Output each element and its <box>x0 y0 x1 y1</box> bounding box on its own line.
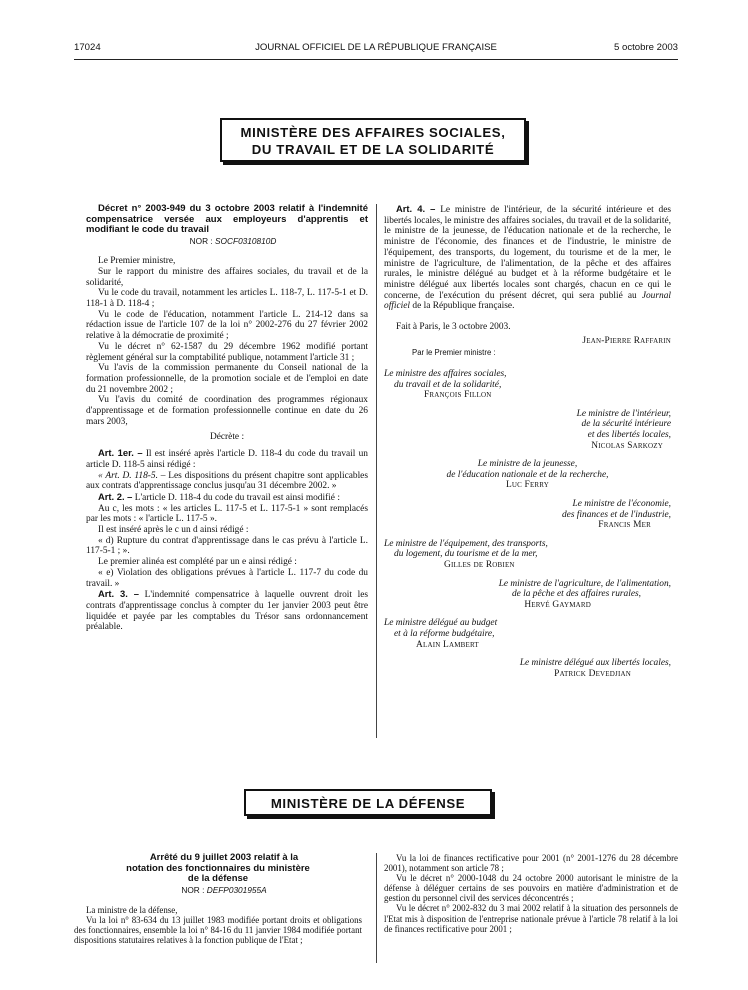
visa-paragraph: Vu le code de l'éducation, notamment l'article L. 214-12 dans sa rédaction issue de l'article 107 de la loi n° 2002-276 du 27 février 2002 relative à la démocratie de proximité ; <box>86 309 368 342</box>
signature-minister-line2: de la sécurité intérieure <box>581 419 671 430</box>
arrete-title: Arrêté du 9 juillet 2003 relatif à la notation des fonctionnaires du ministère de la défense <box>126 852 310 884</box>
visa-paragraph: Vu le décret n° 2002-832 du 3 mai 2002 relatif à la situation des personnels de l'Etat mis à disposition de l'entreprise nationale prévue à l'article 78 relatif à la loi de finances rectificative pour 2001 ; <box>384 903 678 934</box>
signature-minister-line2: du travail et de la solidarité, <box>394 379 502 390</box>
visa-paragraph: Vu le décret n° 62-1587 du 29 décembre 1962 modifié portant règlement général sur la comptabilité publique, notamment l'article 31 ; <box>86 341 368 363</box>
signature-block <box>384 499 671 531</box>
publication-date: 5 octobre 2003 <box>613 42 678 53</box>
article-2-paragraph: Au c, les mots : « les articles L. 117-5 et L. 117-5-1 » sont remplacés par les mots : « l'article L. 117-5 ». <box>86 503 368 525</box>
decree-decrete: Décrète : <box>209 432 245 443</box>
arrete-column-left <box>74 853 362 945</box>
article-4-text-a: Le ministre de l'intérieur, de la sécurité intérieure et des libertés locales, le ministre des affaires sociales, du travail et de la solidarité, le ministre de la jeunesse, de l'éducation nationale et de la recherche, le ministre de l'économie, des finances et de l'industrie, le ministre de l'équipement, des transports, du logement, du tourisme et de la mer, le ministre de l'agriculture, de l'alimentation, de la pêche et des affaires rurales, le ministre délégué au budget et à la réforme budgétaire et le ministre délégué aux libertés locales sont chargés, chacun en ce qui le concerne, de l'exécution du présent décret, qui sera publié au <box>384 205 672 301</box>
article-4-journal: Journal officiel <box>384 290 671 312</box>
nor-code: DEFP0301955A <box>206 884 267 895</box>
article-1 <box>86 448 368 470</box>
signature-block <box>384 539 671 571</box>
article-2-paragraph: « e) Violation des obligations prévues à l'article L. 117-7 du code du travail. » <box>86 567 368 589</box>
signature-minister-line2: de l'éducation nationale et de la recherche, <box>446 469 609 480</box>
decree-nor <box>86 236 368 247</box>
signature-minister: Le ministre de l'agriculture, de l'alimentation, <box>498 578 671 589</box>
signature-minister: Le ministre délégué au budget <box>384 618 498 629</box>
nor-code: SOCF0310810D <box>215 235 277 246</box>
article-4 <box>384 204 671 312</box>
signature-minister: Le ministre de l'intérieur, <box>576 408 671 419</box>
article-1-quote <box>86 471 368 492</box>
nor-label: NOR : <box>189 235 213 246</box>
visa-paragraph: Vu la loi de finances rectificative pour 2001 (n° 2001-1276 du 28 décembre 2001), notamment son article 78 ; <box>384 853 678 874</box>
column-divider <box>376 853 377 963</box>
decree-title: Décret n° 2003-949 du 3 octobre 2003 relatif à l'indemnité compensatrice versée aux employeurs d'apprentis et modifiant le code du travail <box>86 203 368 235</box>
decree-column-left <box>86 204 368 633</box>
page-number: 17024 <box>74 42 101 53</box>
signature-block <box>384 409 671 451</box>
signature-block <box>384 369 671 401</box>
signature-block <box>384 658 671 679</box>
signature-minister-line3: et des libertés locales, <box>587 430 671 440</box>
signature-minister-line2: de la pêche et des affaires rurales, <box>511 589 641 600</box>
signature-block <box>384 459 671 491</box>
article-3 <box>86 589 368 633</box>
ministry-heading-line2: DU TRAVAIL ET DE LA SOLIDARITÉ <box>251 142 495 157</box>
signature-name: Nicolas Sarkozy <box>591 440 663 451</box>
article-2-paragraph: Le premier alinéa est complété par un e ainsi rédigé : <box>98 557 297 568</box>
signature-minister-line2: et à la réforme budgétaire, <box>394 628 495 639</box>
pm-name: Jean-Pierre Raffarin <box>582 335 671 346</box>
signature-name: Francis Mer <box>598 520 651 531</box>
visa-paragraph: Vu l'avis de la commission permanente du Conseil national de la formation professionnelle, de la promotion sociale et de l'emploi en date du 21 novembre 2002 ; <box>86 363 368 395</box>
signature-minister: Le ministre de la jeunesse, <box>477 459 578 470</box>
signature-minister: Le ministre délégué aux libertés locales, <box>519 658 671 669</box>
decree-intro: Le Premier ministre, <box>98 256 176 267</box>
article-2 <box>86 492 368 504</box>
journal-title: JOURNAL OFFICIEL DE LA RÉPUBLIQUE FRANÇAISE <box>255 42 497 53</box>
signature-name: Hervé Gaymard <box>524 599 591 610</box>
article-4-label: Art. 4. – <box>396 203 436 214</box>
signature-minister: Le ministre de l'économie, <box>572 498 671 509</box>
article-3-label: Art. 3. – <box>98 588 139 600</box>
article-1-label: Art. 1er. – <box>98 447 143 459</box>
signature-minister-line2: des finances et de l'industrie, <box>561 509 671 520</box>
signature-minister: Le ministre des affaires sociales, <box>384 369 507 380</box>
ministry-heading-defense: MINISTÈRE DE LA DÉFENSE <box>244 789 492 816</box>
arrete-nor <box>74 885 362 895</box>
article-1-quote-text: Les dispositions du présent chapitre sont applicables aux contrats d'apprentissage conclus jusqu'au 31 décembre 2002. » <box>86 470 368 492</box>
header-rule <box>74 59 678 60</box>
arrete-column-right <box>384 853 678 934</box>
decree-column-right <box>384 204 671 679</box>
visa-paragraph: Vu le code du travail, notamment les articles L. 118-7, L. 117-5-1 et D. 118-1 à D. 118-4 ; <box>86 288 368 310</box>
decree-done-at: Fait à Paris, le 3 octobre 2003. <box>396 322 511 333</box>
pm-by: Par le Premier ministre : <box>412 348 496 358</box>
article-2-label: Art. 2. – <box>98 490 133 502</box>
article-2-paragraph: Il est inséré après le c un d ainsi rédigé : <box>98 525 249 536</box>
nor-label: NOR : <box>181 884 205 895</box>
signature-name: Gilles de Robien <box>444 559 515 570</box>
article-3-text: L'indemnité compensatrice à laquelle ouvrent droit les contrats d'apprentissage conclus à compter du 1er janvier 2003 peut être liquidée et payée par les comptables du Trésor sans ordonnancement préalable. <box>86 590 369 633</box>
visa-paragraph: Vu le décret n° 2000-1048 du 24 octobre 2000 autorisant le ministre de la défense à déléguer certains de ses pouvoirs en matière d'administration et de gestion du personnel civil des services déconcentrés ; <box>384 873 678 904</box>
article-2-paragraph: « d) Rupture du contrat d'apprentissage dans le cas prévu à l'article L. 117-5-1 ; ». <box>86 535 368 557</box>
signature-name: Patrick Devedjian <box>554 668 631 679</box>
signature-minister: Le ministre de l'équipement, des transports, <box>384 538 548 549</box>
visa-paragraph: Vu la loi n° 83-634 du 13 juillet 1983 modifiée portant droits et obligations des fonctionnaires, ensemble la loi n° 84-16 du 11 janvier 1984 modifiée portant dispositions statutaires relatives à la fonction publique de l'Etat ; <box>74 914 362 945</box>
visa-paragraph: Vu l'avis du comité de coordination des programmes régionaux d'apprentissage et de formation professionnelle continue en date du 26 mars 2003, <box>86 395 368 427</box>
visa-paragraph: Sur le rapport du ministre des affaires sociales, du travail et de la solidarité, <box>86 266 368 288</box>
column-divider <box>376 204 377 738</box>
signature-name: François Fillon <box>424 390 492 401</box>
article-4-text-b: de la République française. <box>412 301 515 312</box>
arrete-intro: La ministre de la défense, <box>86 904 178 915</box>
article-1-quote-label: « Art. D. 118-5. – <box>98 470 166 481</box>
pm-signature <box>384 336 671 347</box>
signature-block <box>384 618 671 650</box>
signature-name: Luc Ferry <box>505 480 550 491</box>
signature-minister-line2: du logement, du tourisme et de la mer, <box>394 549 538 560</box>
signature-name: Alain Lambert <box>416 639 479 650</box>
ministry-heading-social-affairs <box>220 118 526 162</box>
article-2-text: L'article D. 118-4 du code du travail est ainsi modifié : <box>134 492 340 503</box>
article-1-text: Il est inséré après l'article D. 118-4 du code du travail un article D. 118-5 ainsi rédigé : <box>86 449 368 470</box>
running-header <box>74 42 678 56</box>
signature-block <box>384 579 671 611</box>
ministry-heading-line1: MINISTÈRE DES AFFAIRES SOCIALES, <box>240 125 506 140</box>
